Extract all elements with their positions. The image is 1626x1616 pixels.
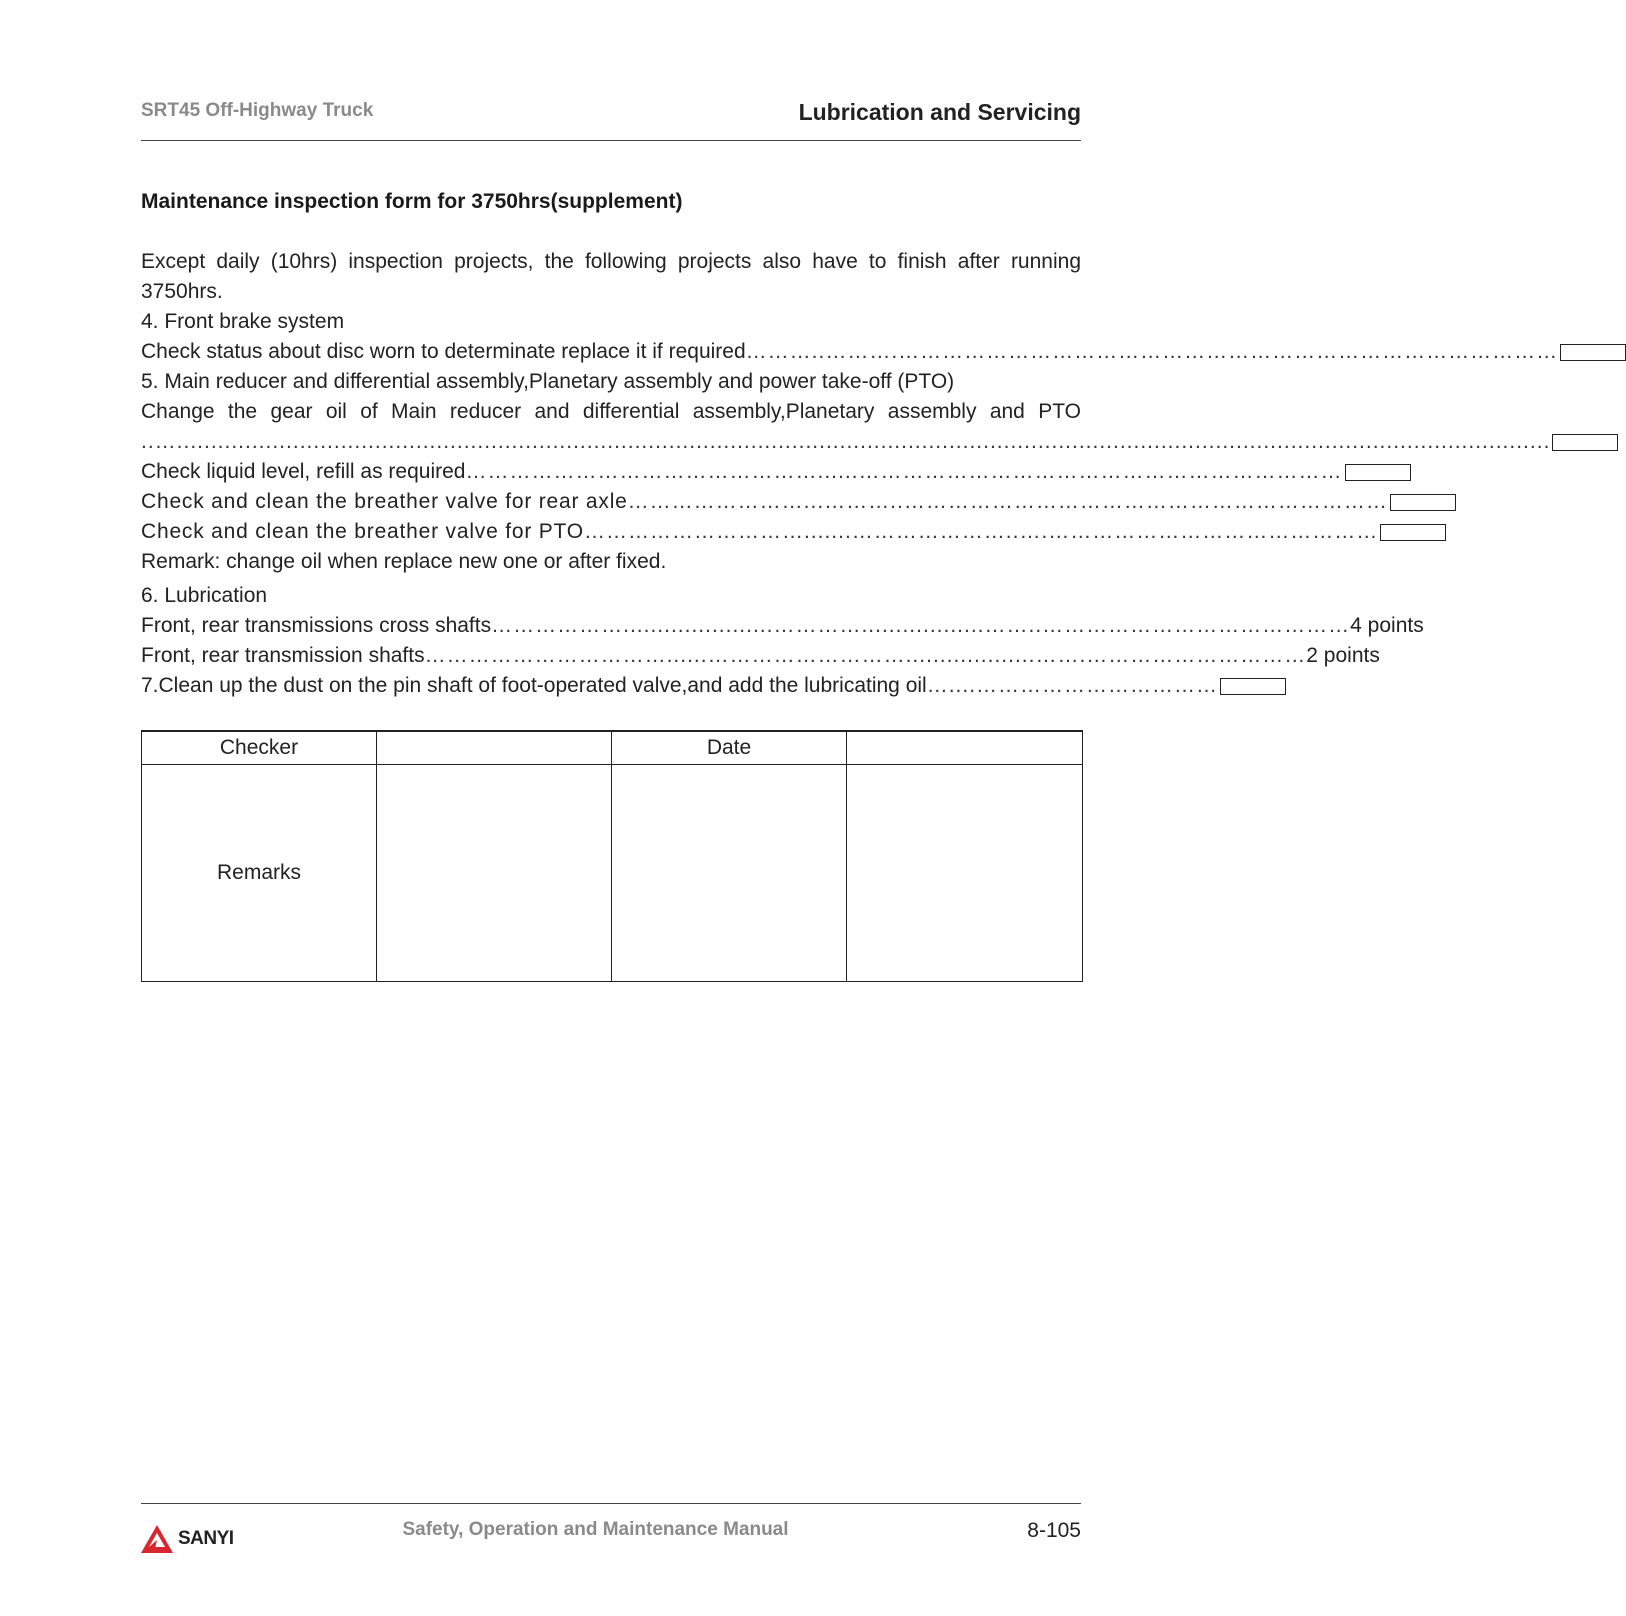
checklist-text: 7.Clean up the dust on the pin shaft of foot-operated valve,and add the lubricating oil xyxy=(141,674,927,697)
remarks-cell[interactable] xyxy=(847,765,1083,982)
section-5-title: 5. Main reducer and differential assembly,Planetary assembly and power take-off (PTO) xyxy=(141,370,955,393)
remarks-cell[interactable] xyxy=(377,765,612,982)
checklist-row-foot-valve xyxy=(141,671,1219,701)
lubrication-row-transmission-shafts xyxy=(141,641,1380,671)
check-box[interactable] xyxy=(1390,494,1456,511)
dot-leader: ………………......................…………..................……..…………………………………… xyxy=(491,614,1351,637)
check-box[interactable] xyxy=(1380,524,1446,541)
lubrication-text: Front, rear transmissions cross shafts xyxy=(141,614,492,637)
checklist-text-gear-oil: Change the gear oil of Main reducer and differential assembly,Planetary assembly and PTO xyxy=(141,400,1081,423)
dot-leader: ..…......................................................................................................................................................................................................... xyxy=(141,430,1551,453)
checklist-row-disc-wear xyxy=(141,337,1559,367)
manual-title: Safety, Operation and Maintenance Manual xyxy=(402,1519,789,1540)
checklist-text: Check liquid level, refill as required xyxy=(141,460,466,483)
date-label: Date xyxy=(612,731,847,765)
remarks-label: Remarks xyxy=(142,765,377,982)
section-4-title: 4. Front brake system xyxy=(141,310,345,333)
checker-value-cell[interactable] xyxy=(377,731,612,765)
lubrication-points: 2 points xyxy=(1306,644,1380,667)
inspection-content xyxy=(141,247,1559,701)
dot-leader: ………………………….......…………………..….……………………………………… xyxy=(583,520,1379,543)
checklist-row-liquid-level xyxy=(141,457,1343,487)
section-5-remark: Remark: change oil when replace new one or after fixed. xyxy=(141,550,667,573)
dot-leader: ……………………...………..………………………………………………………… xyxy=(627,490,1388,513)
check-box[interactable] xyxy=(1220,678,1286,695)
checklist-text: Check and clean the breather valve for PTO xyxy=(141,520,584,543)
brand-name: SANYI xyxy=(178,1528,234,1549)
header-divider xyxy=(141,140,1081,141)
check-box[interactable] xyxy=(1552,434,1618,451)
section-6-title: 6. Lubrication xyxy=(141,584,268,607)
footer-divider xyxy=(141,1503,1081,1504)
checker-label: Checker xyxy=(142,731,377,765)
lubrication-points: 4 points xyxy=(1350,614,1424,637)
dot-leader: ……………………………......………………………...................…….………………………… xyxy=(424,644,1307,667)
section-header-title: Lubrication and Servicing xyxy=(798,99,1081,125)
lubrication-row-cross-shafts xyxy=(141,611,1424,641)
check-box[interactable] xyxy=(1345,464,1411,481)
signature-table xyxy=(141,730,1083,982)
checklist-text: Check and clean the breather valve for rear axle xyxy=(141,490,628,513)
document-header-left: SRT45 Off-Highway Truck xyxy=(141,100,374,121)
checklist-text: Check status about disc worn to determinate replace it if required xyxy=(141,340,746,363)
date-value-cell[interactable] xyxy=(847,731,1083,765)
form-title: Maintenance inspection form for 3750hrs(supplement) xyxy=(141,190,683,213)
dot-leader: ………..……….……………………………………………………………………………… xyxy=(745,340,1559,363)
checklist-row-gear-oil xyxy=(141,427,1551,457)
checklist-row-rear-axle-breather xyxy=(141,487,1388,517)
intro-paragraph: Except daily (10hrs) inspection projects, the following projects also have to finish after running 3750hrs. xyxy=(141,250,1081,303)
checklist-row-pto-breather xyxy=(141,517,1379,547)
page-number: 8-105 xyxy=(1027,1519,1081,1542)
remarks-cell[interactable] xyxy=(612,765,847,982)
lubrication-text: Front, rear transmission shafts xyxy=(141,644,425,667)
dot-leader: …....…………………………… xyxy=(926,674,1219,697)
check-box[interactable] xyxy=(1560,344,1626,361)
dot-leader: …………………………………………......………………………………………………………… xyxy=(465,460,1343,483)
